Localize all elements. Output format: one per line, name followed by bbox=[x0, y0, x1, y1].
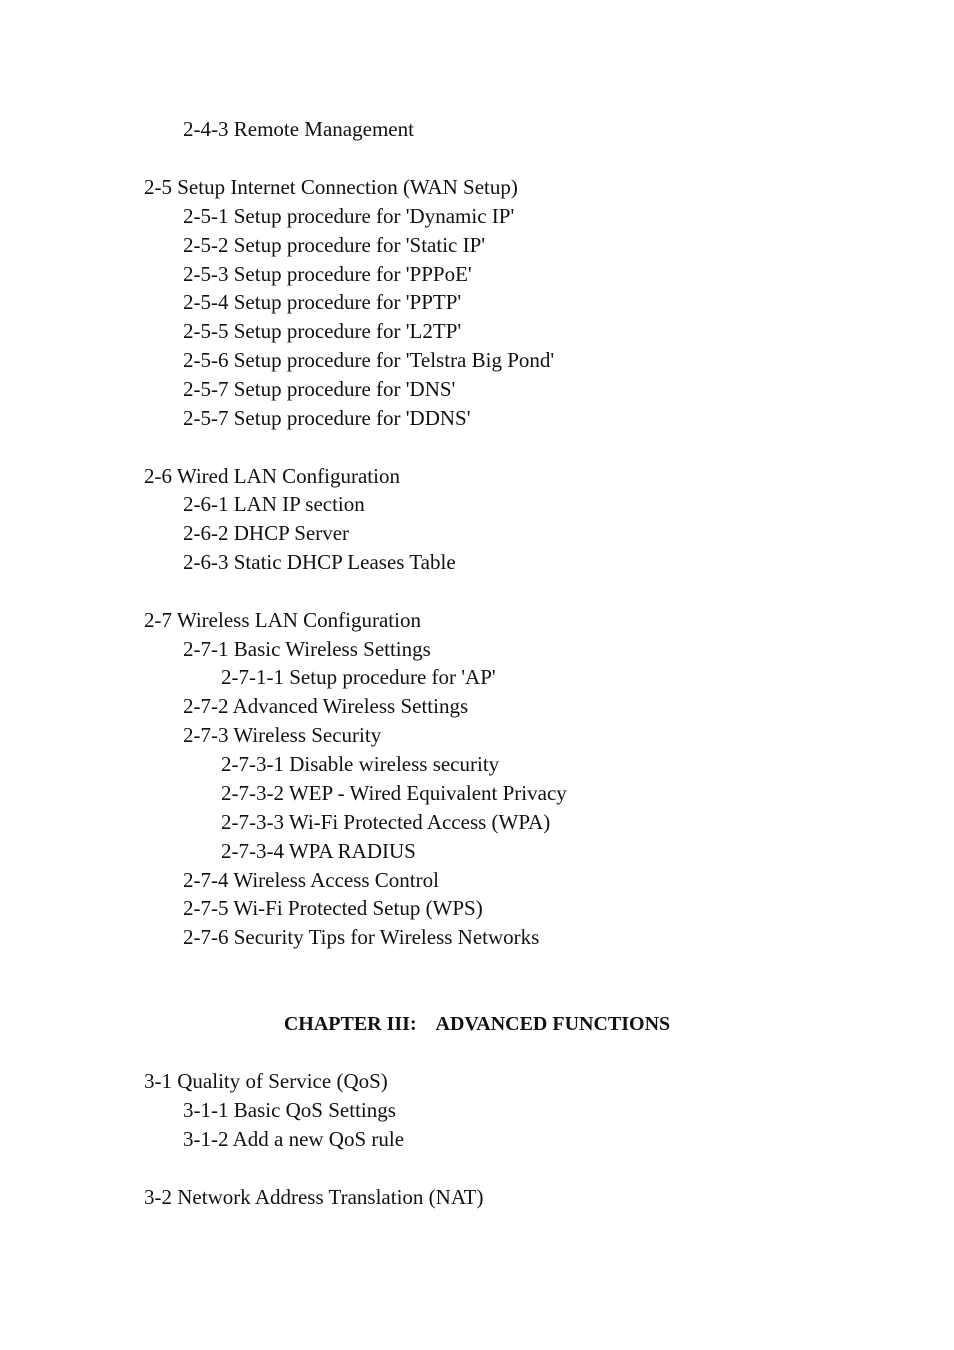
toc-entry: 3-1 Quality of Service (QoS) bbox=[144, 1069, 388, 1093]
toc-entry: 2-7-3-3 Wi-Fi Protected Access (WPA) bbox=[221, 810, 551, 834]
toc-entry: 2-6-2 DHCP Server bbox=[183, 521, 350, 545]
toc-entry: 2-7 Wireless LAN Configuration bbox=[144, 608, 421, 632]
toc-entry: 2-5-1 Setup procedure for 'Dynamic IP' bbox=[183, 204, 515, 228]
toc-entry: 2-5-6 Setup procedure for 'Telstra Big Pond' bbox=[183, 348, 555, 372]
toc-entry: 2-7-1-1 Setup procedure for 'AP' bbox=[221, 665, 496, 689]
toc-entry: 2-5 Setup Internet Connection (WAN Setup) bbox=[144, 175, 518, 199]
toc-entry: 2-5-2 Setup procedure for 'Static IP' bbox=[183, 233, 486, 257]
toc-entry: 2-7-2 Advanced Wireless Settings bbox=[183, 694, 469, 718]
toc-entry: 2-7-1 Basic Wireless Settings bbox=[183, 637, 431, 661]
toc-entry: 2-7-3 Wireless Security bbox=[183, 723, 382, 747]
toc-entry: 2-5-7 Setup procedure for 'DDNS' bbox=[183, 406, 471, 430]
toc-entry: 2-7-6 Security Tips for Wireless Networks bbox=[183, 925, 540, 949]
toc-entry: 2-5-7 Setup procedure for 'DNS' bbox=[183, 377, 456, 401]
toc-entry: 2-6-1 LAN IP section bbox=[183, 492, 365, 516]
toc-entry: 2-7-5 Wi-Fi Protected Setup (WPS) bbox=[183, 896, 483, 920]
toc-entry: 2-5-5 Setup procedure for 'L2TP' bbox=[183, 319, 462, 343]
toc-entry: 2-6 Wired LAN Configuration bbox=[144, 464, 400, 488]
toc-entry: 3-1-1 Basic QoS Settings bbox=[183, 1098, 396, 1122]
toc-entry: 2-7-3-2 WEP - Wired Equivalent Privacy bbox=[221, 781, 567, 805]
toc-entry: 2-4-3 Remote Management bbox=[183, 117, 414, 141]
toc-entry: 2-5-4 Setup procedure for 'PPTP' bbox=[183, 290, 462, 314]
toc-entry: 2-7-3-1 Disable wireless security bbox=[221, 752, 500, 776]
toc-entry: 2-7-4 Wireless Access Control bbox=[183, 868, 439, 892]
toc-entry: 3-1-2 Add a new QoS rule bbox=[183, 1127, 405, 1151]
chapter-heading: CHAPTER III: ADVANCED FUNCTIONS bbox=[283, 1013, 671, 1035]
toc-entry: 2-6-3 Static DHCP Leases Table bbox=[183, 550, 456, 574]
toc-entry: 2-7-3-4 WPA RADIUS bbox=[221, 839, 416, 863]
toc-entry: 3-2 Network Address Translation (NAT) bbox=[144, 1185, 484, 1209]
toc-entry: 2-5-3 Setup procedure for 'PPPoE' bbox=[183, 262, 472, 286]
